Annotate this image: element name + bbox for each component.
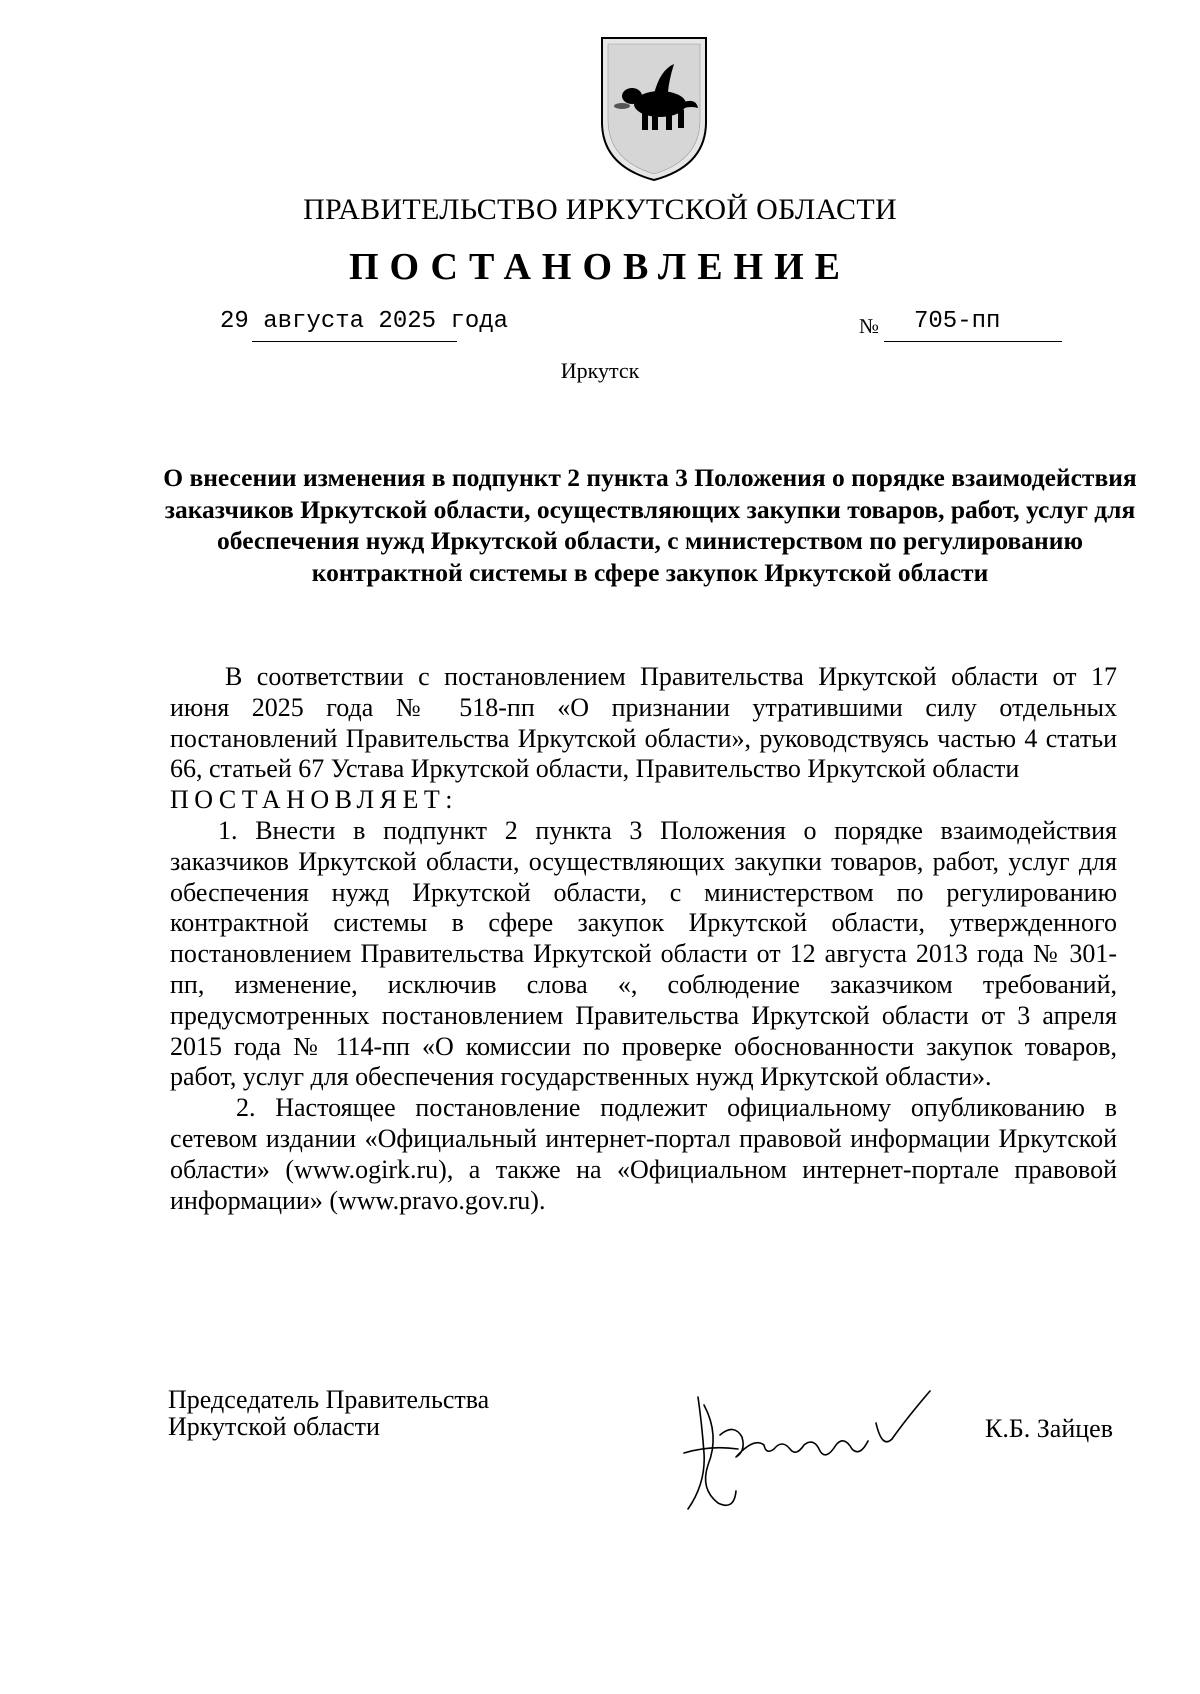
item-2-paragraph: 2. Настоящее постановление подлежит официальному опубликованию в сетевом издании «Официальный интернет-портал правовой информации Иркутской области» (www.ogirk.ru), а также на «Официальном интернет-портале правовой информации» (www.pravo.gov.ru). [170,1093,1117,1215]
city-name: Иркутск [560,358,640,383]
preamble-paragraph: В соответствии с постановлением Правительства Иркутской области от 17 июня 2025 года № 518-пп «О признании утратившими силу отдельных постановлений Правительства Иркутской области», руководствуясь частью 4 статьи 66, статьей 67 Устава Иркутской области, Правительство Иркутской области [170,662,1117,784]
date-underline [252,341,457,342]
document-body [170,662,1117,1216]
item-1-paragraph: 1. Внести в подпункт 2 пункта 3 Положения о порядке взаимодействия заказчиков Иркутской области, осуществляющих закупки товаров, работ, услуг для обеспечения нужд Иркутской области, с министерством по регулированию контрактной системы в сфере закупок Иркутской области, утвержденного постановлением Правительства Иркутской области от 12 августа 2013 года № 301-пп, изменение, исключив слова «, соблюдение заказчиком требований, предусмотренных постановлением Правительства Иркутской области от 3 апреля 2015 года № 114-пп «О комиссии по проверке обоснованности закупок товаров, работ, услуг для обеспечения государственных нужд Иркутской области». [170,815,1117,1092]
signatory-name: К.Б. Зайцев [985,1414,1113,1443]
signatory-role-line-1: Председатель Правительства [168,1385,490,1414]
number-underline [884,341,1062,342]
document-date: 29 августа 2025 года [220,308,509,335]
document-subject: О внесении изменения в подпункт 2 пункта 3 Положения о порядке взаимодействия заказчиков Иркутской области, осуществляющих закупки товаров, работ, услуг для обеспечения нужд Иркутской области, с министерством по регулированию контрактной системы в сфере закупок Иркутской области [163,463,1137,587]
handwritten-signature [680,1365,950,1515]
coat-of-arms-icon [598,34,710,184]
signatory-role-line-2: Иркутской области [168,1412,380,1441]
government-title: ПРАВИТЕЛЬСТВО ИРКУТСКОЙ ОБЛАСТИ [303,193,897,226]
number-sign: № [859,314,880,338]
signatory-role [168,1386,489,1440]
document-type-title: ПОСТАНОВЛЕНИЕ [348,246,852,288]
resolves-word: ПОСТАНОВЛЯЕТ: [170,785,458,815]
document-number: 705-пп [914,308,1001,335]
